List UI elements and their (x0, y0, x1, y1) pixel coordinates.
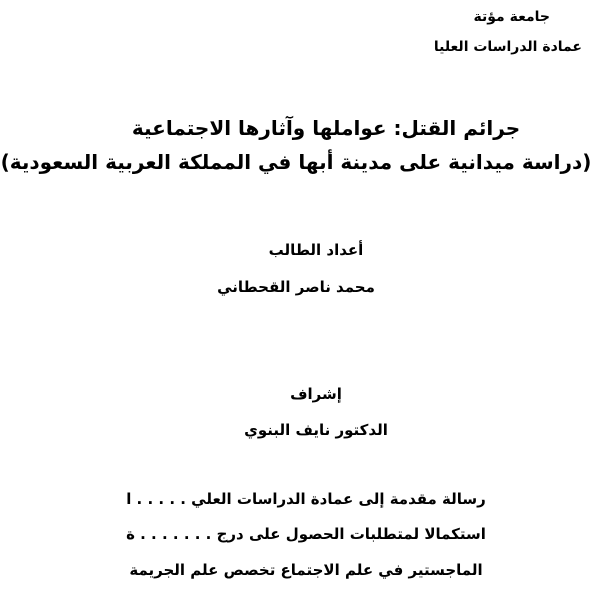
author-label: أعداد الطالب (268, 241, 364, 259)
statement-line-1: رسالة مقدمة إلى عمادة الدراسات العلي . . . . . ا (126, 490, 486, 508)
deanship-name: عمادة الدراسات العليا (433, 39, 582, 55)
thesis-subtitle: (دراسة ميدانية على مدينة أبها في المملكة العربية السعودية) (0, 150, 592, 174)
supervisor-label: إشراف (290, 385, 342, 403)
thesis-title: جرائم القتل: عواملها وآثارها الاجتماعية (131, 116, 521, 140)
statement-line-3: الماجستير في علم الاجتماع تخصص علم الجريمة (129, 561, 483, 579)
author-name: محمد ناصر القحطاني (217, 278, 375, 296)
university-name: جامعة مؤتة (473, 9, 550, 25)
supervisor-name: الدكتور نايف البنوي (244, 421, 388, 439)
statement-line-2: استكمالا لمتطلبات الحصول على درج . . . . . . . ة (126, 525, 486, 543)
